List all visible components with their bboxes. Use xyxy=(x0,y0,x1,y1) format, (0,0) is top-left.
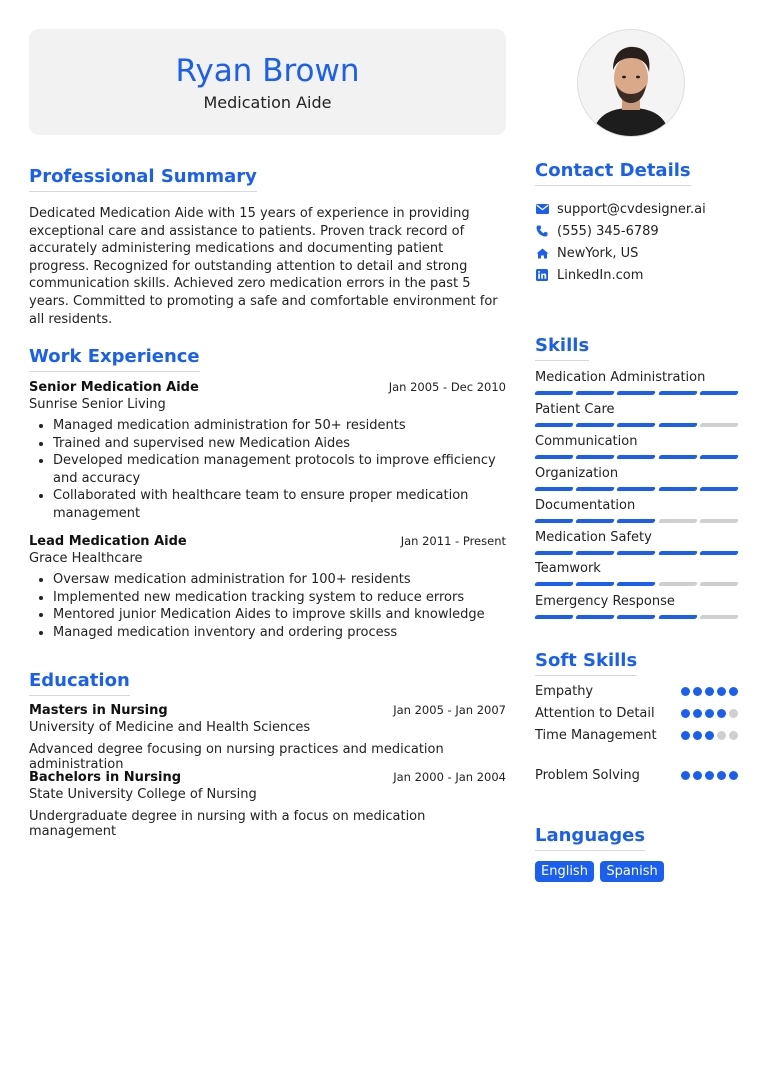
contact-linkedin[interactable] xyxy=(535,264,738,286)
skill-level-bar xyxy=(535,391,738,395)
phone-icon xyxy=(535,224,549,238)
skill-level-segment xyxy=(658,615,698,619)
rating-dot xyxy=(729,709,738,718)
candidate-name: Ryan Brown xyxy=(175,53,360,89)
rating-dot xyxy=(681,687,690,696)
job-bullet: • Developed medication management protocols to improve efficiency and accuracy xyxy=(53,452,506,487)
skill-name: Organization xyxy=(535,466,619,481)
soft-skill-name: Problem Solving xyxy=(535,768,640,783)
soft-skill-name: Time Management xyxy=(535,728,657,743)
skill-level-segment xyxy=(699,423,739,427)
soft-skill-item xyxy=(535,768,738,783)
job-bullet: • Implemented new medication tracking system to reduce errors xyxy=(53,589,506,607)
skill-level-bar xyxy=(535,487,738,491)
email-text: support@cvdesigner.ai xyxy=(557,201,706,217)
soft-skill-item xyxy=(535,684,738,699)
job-org: Sunrise Senior Living xyxy=(29,397,166,412)
job-bullets xyxy=(29,417,506,523)
skills-heading-wrap xyxy=(535,335,738,361)
soft-skill-item xyxy=(535,728,738,743)
linkedin-text: LinkedIn.com xyxy=(557,267,644,283)
home-icon xyxy=(535,246,549,260)
skill-name: Communication xyxy=(535,434,638,449)
contact-location xyxy=(535,242,738,264)
skill-level-segment xyxy=(699,615,739,619)
job-org: Grace Healthcare xyxy=(29,551,143,566)
skill-level-segment xyxy=(658,455,698,459)
education-entry xyxy=(29,703,506,772)
languages-heading: Languages xyxy=(535,825,645,851)
skill-name: Emergency Response xyxy=(535,594,675,609)
rating-dot xyxy=(729,731,738,740)
job-bullet: • Managed medication inventory and ordering process xyxy=(53,624,506,642)
skill-level-segment xyxy=(658,391,698,395)
job-title: Lead Medication Aide xyxy=(29,534,187,549)
rating-dot xyxy=(681,771,690,780)
soft-skill-rating xyxy=(681,709,738,718)
rating-dot xyxy=(693,709,702,718)
contact-phone[interactable] xyxy=(535,220,738,242)
header-box xyxy=(29,29,506,135)
skill-level-segment xyxy=(616,519,656,523)
summary-heading: Professional Summary xyxy=(29,166,257,192)
job-date: Jan 2011 - Present xyxy=(400,534,506,548)
soft-skill-rating xyxy=(681,771,738,780)
summary-section xyxy=(29,166,506,328)
soft-skill-item xyxy=(535,706,738,721)
rating-dot xyxy=(693,731,702,740)
job-entry xyxy=(29,380,506,523)
skill-level-segment xyxy=(616,455,656,459)
skill-level-segment xyxy=(658,519,698,523)
skill-level-segment xyxy=(575,455,615,459)
skill-level-segment xyxy=(575,582,615,586)
rating-dot xyxy=(693,771,702,780)
soft-skills-heading: Soft Skills xyxy=(535,650,637,676)
skill-level-segment xyxy=(534,519,574,523)
skill-level-segment xyxy=(534,487,574,491)
skill-level-bar xyxy=(535,423,738,427)
candidate-title: Medication Aide xyxy=(203,93,332,112)
rating-dot xyxy=(705,709,714,718)
school-name: State University College of Nursing xyxy=(29,787,257,802)
contact-email[interactable] xyxy=(535,198,738,220)
education-date: Jan 2005 - Jan 2007 xyxy=(393,703,506,717)
skill-level-segment xyxy=(534,615,574,619)
envelope-icon xyxy=(535,202,549,216)
education-heading-wrap xyxy=(29,670,506,696)
soft-skill-rating xyxy=(681,731,738,740)
phone-text: (555) 345-6789 xyxy=(557,223,659,239)
skill-level-segment xyxy=(534,455,574,459)
work-heading-wrap xyxy=(29,346,506,372)
skill-level-segment xyxy=(616,551,656,555)
skill-level-segment xyxy=(658,423,698,427)
skill-level-segment xyxy=(534,391,574,395)
rating-dot xyxy=(729,771,738,780)
education-date: Jan 2000 - Jan 2004 xyxy=(393,770,506,784)
job-bullets xyxy=(29,571,506,641)
job-bullet: • Collaborated with healthcare team to ensure proper medication management xyxy=(53,487,506,522)
skill-level-segment xyxy=(534,582,574,586)
summary-text: Dedicated Medication Aide with 15 years of experience in providing exceptional care and assistance to patients. Proven track record of accurately administering medications and documenting patient progress. Recognized for outstanding attention to detail and strong communication skills. Achieved zero medication errors in the past 5 years. Committed to promoting a safe and comfortable environment for all residents. xyxy=(29,206,498,327)
language-tag: English xyxy=(535,861,594,882)
skill-name: Medication Safety xyxy=(535,530,652,545)
skill-name: Patient Care xyxy=(535,402,615,417)
skill-level-bar xyxy=(535,519,738,523)
job-bullet: • Oversaw medication administration for 100+ residents xyxy=(53,571,506,589)
contact-heading: Contact Details xyxy=(535,160,691,186)
skill-level-bar xyxy=(535,551,738,555)
rating-dot xyxy=(681,709,690,718)
skill-level-segment xyxy=(616,615,656,619)
skill-item xyxy=(535,594,738,619)
skill-level-segment xyxy=(699,455,739,459)
skill-level-segment xyxy=(534,551,574,555)
soft-skill-name: Attention to Detail xyxy=(535,706,655,721)
skill-item xyxy=(535,466,738,491)
skill-level-segment xyxy=(699,487,739,491)
degree-title: Masters in Nursing xyxy=(29,703,168,718)
location-text: NewYork, US xyxy=(557,245,639,261)
skill-level-segment xyxy=(575,551,615,555)
skill-level-segment xyxy=(575,519,615,523)
profile-photo xyxy=(577,29,685,137)
job-bullet: • Mentored junior Medication Aides to improve skills and knowledge xyxy=(53,606,506,624)
skill-item xyxy=(535,498,738,523)
education-entry xyxy=(29,770,506,839)
skill-item xyxy=(535,370,738,395)
education-heading: Education xyxy=(29,670,130,696)
work-heading: Work Experience xyxy=(29,346,200,372)
job-date: Jan 2005 - Dec 2010 xyxy=(388,380,506,394)
skill-level-segment xyxy=(658,551,698,555)
skill-name: Medication Administration xyxy=(535,370,706,385)
skill-level-segment xyxy=(575,487,615,491)
skill-level-segment xyxy=(534,423,574,427)
skill-item xyxy=(535,530,738,555)
skill-level-segment xyxy=(699,551,739,555)
skill-level-segment xyxy=(699,582,739,586)
skill-level-segment xyxy=(658,487,698,491)
school-name: University of Medicine and Health Sciences xyxy=(29,720,311,735)
skill-level-segment xyxy=(658,582,698,586)
rating-dot xyxy=(717,771,726,780)
skill-level-segment xyxy=(575,615,615,619)
job-title: Senior Medication Aide xyxy=(29,380,199,395)
profile-photo-illustration xyxy=(578,30,684,136)
skill-level-segment xyxy=(616,423,656,427)
skill-level-bar xyxy=(535,582,738,586)
skills-heading: Skills xyxy=(535,335,589,361)
skill-name: Teamwork xyxy=(535,561,601,576)
soft-skill-name: Empathy xyxy=(535,684,594,699)
rating-dot xyxy=(681,731,690,740)
skill-level-segment xyxy=(699,391,739,395)
linkedin-icon xyxy=(535,268,549,282)
soft-skill-rating xyxy=(681,687,738,696)
job-bullet: • Trained and supervised new Medication Aides xyxy=(53,435,506,453)
skill-item xyxy=(535,402,738,427)
rating-dot xyxy=(717,687,726,696)
skill-level-segment xyxy=(616,391,656,395)
languages-section xyxy=(535,825,738,882)
skill-level-segment xyxy=(616,582,656,586)
rating-dot xyxy=(693,687,702,696)
education-desc: Advanced degree focusing on nursing practices and medication administration xyxy=(29,742,444,772)
rating-dot xyxy=(705,731,714,740)
rating-dot xyxy=(717,709,726,718)
rating-dot xyxy=(705,687,714,696)
skill-item xyxy=(535,561,738,586)
skill-level-segment xyxy=(699,519,739,523)
skill-level-segment xyxy=(575,391,615,395)
job-entry xyxy=(29,534,506,641)
degree-title: Bachelors in Nursing xyxy=(29,770,182,785)
skill-level-segment xyxy=(616,487,656,491)
rating-dot xyxy=(717,731,726,740)
skill-level-bar xyxy=(535,455,738,459)
job-bullet: • Managed medication administration for 50+ residents xyxy=(53,417,506,435)
skill-item xyxy=(535,434,738,459)
skill-level-segment xyxy=(575,423,615,427)
skill-level-bar xyxy=(535,615,738,619)
rating-dot xyxy=(729,687,738,696)
soft-skills-heading-wrap xyxy=(535,650,738,676)
education-desc: Undergraduate degree in nursing with a focus on medication management xyxy=(29,809,426,839)
skill-name: Documentation xyxy=(535,498,636,513)
contact-section xyxy=(535,160,738,286)
language-tag: Spanish xyxy=(600,861,663,882)
rating-dot xyxy=(705,771,714,780)
